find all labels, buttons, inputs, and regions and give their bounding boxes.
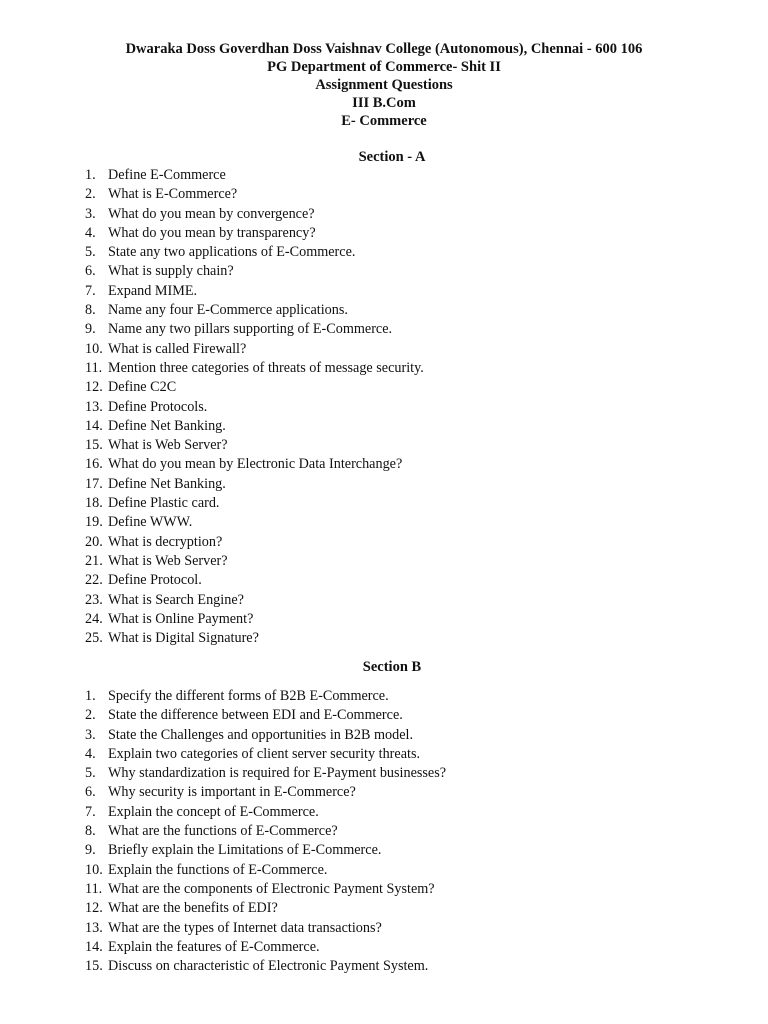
question-item [85, 687, 446, 706]
question-text: What are the components of Electronic Payment System? [108, 880, 435, 897]
question-item [85, 301, 424, 320]
question-item [85, 282, 424, 301]
question-number: 15. [85, 958, 103, 975]
question-number: 14. [85, 938, 103, 955]
question-item [85, 591, 424, 610]
question-number: 8. [85, 302, 96, 319]
question-item [85, 880, 446, 899]
question-item [85, 957, 446, 976]
question-text: Name any two pillars supporting of E-Commerce. [108, 321, 393, 338]
section-a-question-list [85, 166, 424, 648]
question-item [85, 513, 424, 532]
question-number: 15. [85, 437, 103, 454]
question-text: Define Net Banking. [108, 475, 226, 492]
question-number: 4. [85, 745, 96, 762]
question-number: 5. [85, 244, 96, 261]
question-text: Define C2C [108, 379, 177, 396]
question-item [85, 552, 424, 571]
question-number: 2. [85, 707, 96, 724]
department-name: PG Department of Commerce- Shit II [267, 59, 501, 75]
section-b-heading: Section B [362, 659, 422, 675]
question-item [85, 166, 424, 185]
question-number: 17. [85, 475, 103, 492]
question-number: 8. [85, 823, 96, 840]
question-number: 3. [85, 205, 96, 222]
question-item [85, 262, 424, 281]
question-item [85, 398, 424, 417]
question-number: 16. [85, 456, 103, 473]
question-item [85, 629, 424, 648]
question-item [85, 571, 424, 590]
question-number: 4. [85, 224, 96, 241]
question-text: Define Protocol. [108, 572, 202, 589]
question-number: 19. [85, 514, 103, 531]
question-text: What do you mean by Electronic Data Interchange? [108, 456, 403, 473]
question-item [85, 919, 446, 938]
question-text: What is Web Server? [108, 437, 228, 454]
question-item [85, 822, 446, 841]
question-number: 12. [85, 900, 103, 917]
question-item [85, 726, 446, 745]
question-item [85, 861, 446, 880]
question-text: What is Web Server? [108, 552, 228, 569]
question-item [85, 783, 446, 802]
question-number: 1. [85, 167, 96, 183]
question-number: 11. [85, 359, 103, 376]
question-text: Define Protocols. [108, 398, 208, 415]
question-item [85, 706, 446, 725]
question-item [85, 378, 424, 397]
question-number: 10. [85, 861, 103, 878]
question-text: What is supply chain? [108, 263, 234, 280]
question-number: 9. [85, 321, 96, 338]
question-number: 14. [85, 417, 103, 434]
question-item [85, 494, 424, 513]
question-item [85, 899, 446, 918]
question-text: State the difference between EDI and E-Commerce. [108, 707, 403, 724]
question-item [85, 475, 424, 494]
question-item [85, 610, 424, 629]
question-text: Define Net Banking. [108, 417, 226, 434]
question-text: What is Digital Signature? [108, 630, 259, 647]
question-text: Expand MIME. [108, 282, 198, 299]
question-text: Define Plastic card. [108, 495, 220, 512]
section-a-heading: Section - A [358, 149, 426, 165]
question-number: 6. [85, 263, 96, 280]
question-text: Specify the different forms of B2B E-Commerce. [108, 688, 389, 704]
question-number: 18. [85, 495, 103, 512]
question-text: Explain the features of E-Commerce. [108, 938, 320, 955]
question-text: What is Online Payment? [108, 610, 254, 627]
question-number: 13. [85, 398, 103, 415]
section-b-question-list [85, 687, 446, 976]
question-text: Discuss on characteristic of Electronic Payment System. [108, 958, 429, 975]
question-number: 1. [85, 688, 96, 704]
question-item [85, 938, 446, 957]
question-number: 10. [85, 340, 103, 357]
question-text: Define WWW. [108, 514, 193, 531]
question-number: 3. [85, 726, 96, 743]
question-item [85, 417, 424, 436]
question-text: Why standardization is required for E-Payment businesses? [108, 765, 447, 782]
question-text: State the Challenges and opportunities in B2B model. [108, 726, 413, 743]
question-number: 21. [85, 552, 103, 569]
question-text: What is Search Engine? [108, 591, 244, 608]
question-number: 22. [85, 572, 103, 589]
question-number: 2. [85, 186, 96, 203]
question-text: Why security is important in E-Commerce? [108, 784, 356, 801]
subject-name: E- Commerce [341, 113, 427, 129]
question-item [85, 803, 446, 822]
question-number: 7. [85, 282, 96, 299]
question-text: What is E-Commerce? [108, 186, 238, 203]
question-text: Explain two categories of client server security threats. [108, 745, 421, 762]
question-text: What do you mean by convergence? [108, 205, 315, 222]
question-text: What are the functions of E-Commerce? [108, 823, 338, 840]
question-text: Name any four E-Commerce applications. [108, 302, 348, 319]
question-item [85, 455, 424, 474]
question-text: State any two applications of E-Commerce. [108, 244, 356, 261]
class-name: III B.Com [352, 95, 416, 111]
document-title: Assignment Questions [315, 77, 453, 93]
question-text: What are the types of Internet data transactions? [108, 919, 382, 936]
question-text: What do you mean by transparency? [108, 224, 316, 241]
question-number: 13. [85, 919, 103, 936]
question-item [85, 185, 424, 204]
question-text: Define E-Commerce [108, 167, 226, 183]
question-number: 23. [85, 591, 103, 608]
question-number: 7. [85, 803, 96, 820]
document-header [0, 40, 768, 130]
question-item [85, 340, 424, 359]
question-text: What is called Firewall? [108, 340, 247, 357]
question-text: Briefly explain the Limitations of E-Commerce. [108, 842, 382, 859]
question-item [85, 841, 446, 860]
question-item [85, 533, 424, 552]
question-text: Mention three categories of threats of message security. [108, 359, 424, 376]
question-item [85, 320, 424, 339]
question-number: 11. [85, 880, 103, 897]
question-number: 6. [85, 784, 96, 801]
question-number: 12. [85, 379, 103, 396]
question-number: 5. [85, 765, 96, 782]
question-number: 20. [85, 533, 103, 550]
question-text: What are the benefits of EDI? [108, 900, 278, 917]
question-item [85, 224, 424, 243]
question-number: 9. [85, 842, 96, 859]
question-text: What is decryption? [108, 533, 223, 550]
question-text: Explain the concept of E-Commerce. [108, 803, 319, 820]
question-item [85, 436, 424, 455]
question-item [85, 205, 424, 224]
question-item [85, 243, 424, 262]
question-text: Explain the functions of E-Commerce. [108, 861, 328, 878]
question-number: 24. [85, 610, 103, 627]
question-item [85, 359, 424, 378]
question-number: 25. [85, 630, 103, 647]
question-item [85, 745, 446, 764]
college-name: Dwaraka Doss Goverdhan Doss Vaishnav College (Autonomous), Chennai - 600 106 [125, 41, 643, 57]
question-item [85, 764, 446, 783]
